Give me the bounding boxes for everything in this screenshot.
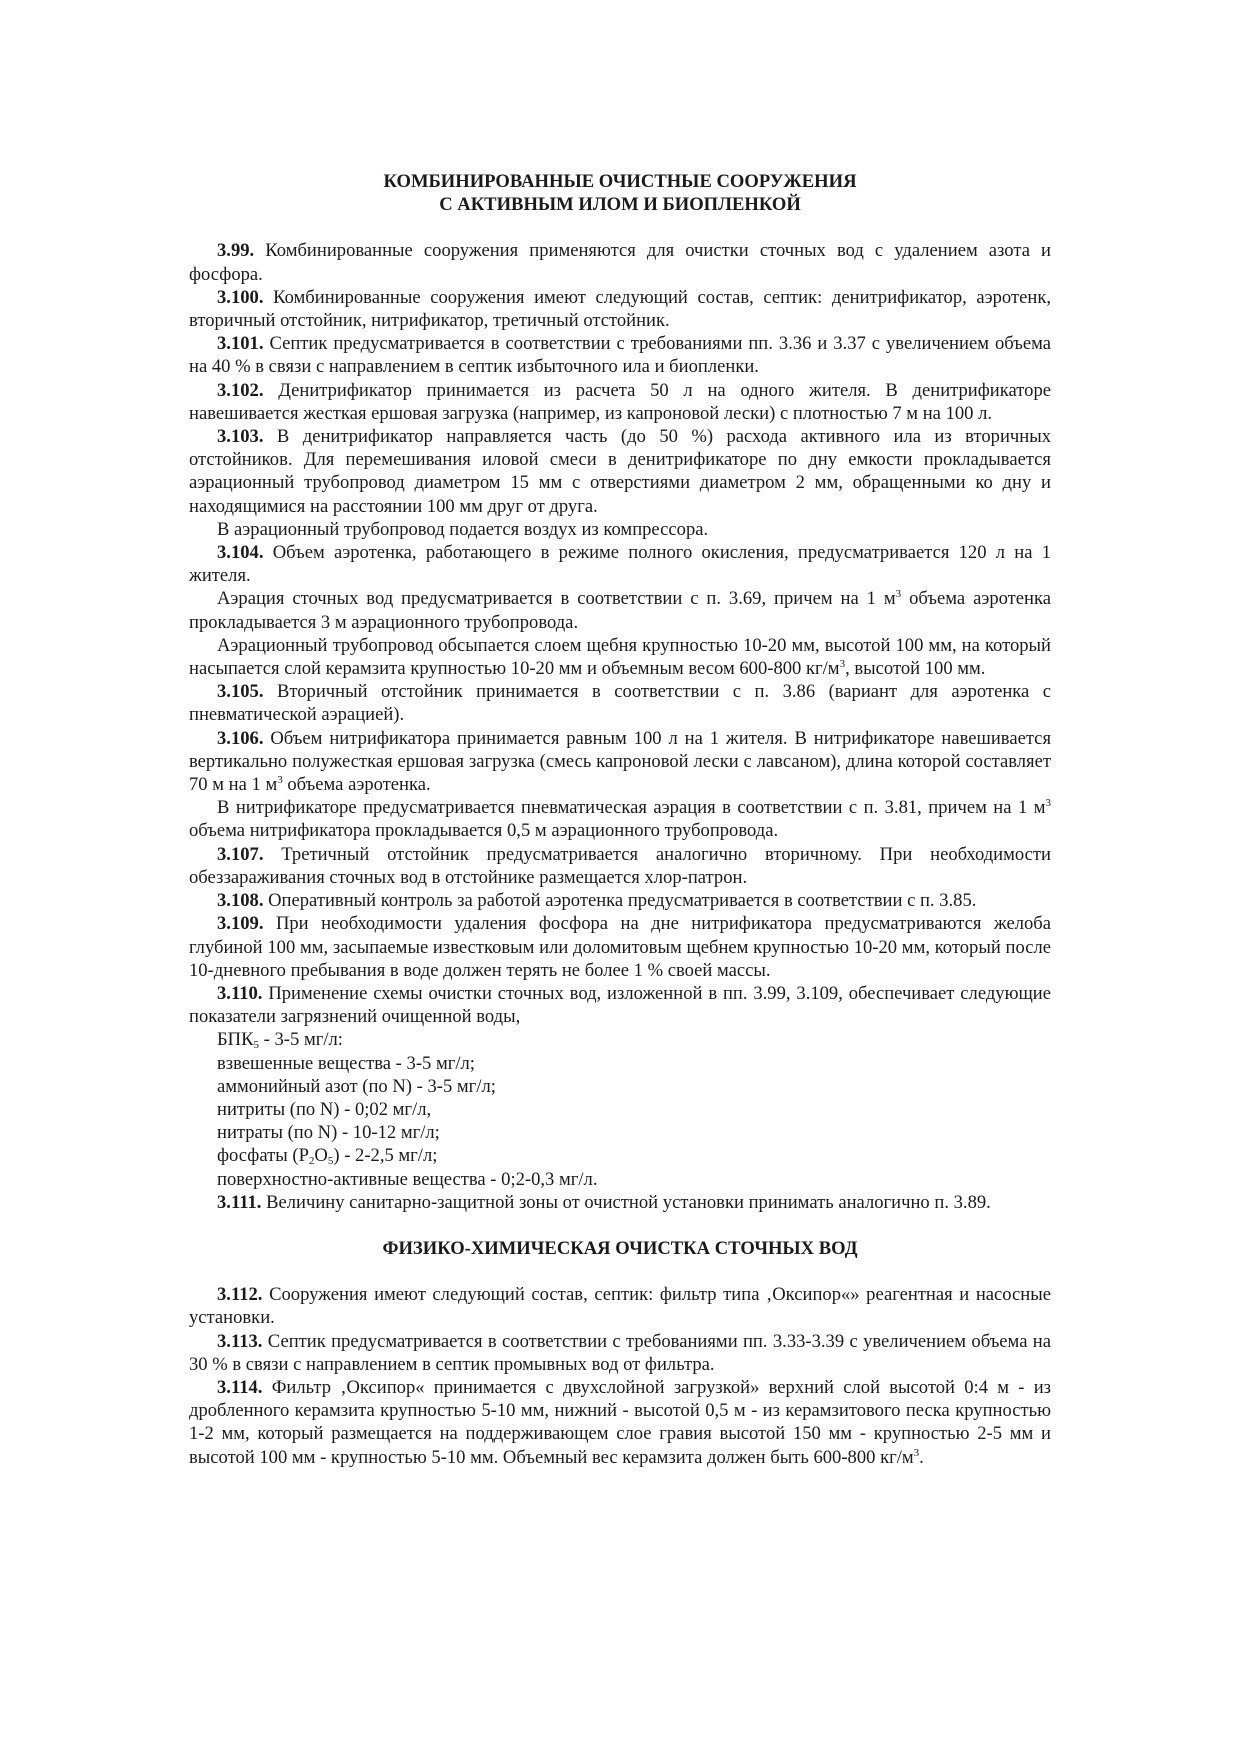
paragraph-3-113 <box>189 1330 1051 1376</box>
clause-text: Объем аэротенка, работающего в режиме полного окисления, предусматривается 120 л на 1 жителя. <box>189 542 1051 587</box>
superscript: 3 <box>913 1446 920 1459</box>
clause-text: Септик предусматривается в соответствии с требованиями пп. 3.36 и 3.37 с увеличением объема на 40 % в связи с направлением в септик избыточного ила и биопленки. <box>189 333 1051 378</box>
clause-text: Третичный отстойник предусматривается аналогично вторичному. При необходимости обеззараживания сточных вод в отстойнике размещается хлор-патрон. <box>189 843 1051 888</box>
clause-text: Оперативный контроль за работой аэротенка предусматривается в соответствии с п. 3.85. <box>263 890 977 912</box>
paragraph-3-114 <box>189 1376 1051 1469</box>
clause-number: 3.103. <box>217 426 264 448</box>
clause-number: 3.99. <box>217 240 255 262</box>
section-heading-line2: С АКТИВНЫМ ИЛОМ И БИОПЛЕНКОЙ <box>439 194 801 216</box>
clause-number: 3.113. <box>217 1330 263 1352</box>
paragraph-3-102 <box>189 379 1051 425</box>
superscript: 3 <box>895 588 902 601</box>
text-part: БПК <box>217 1029 254 1051</box>
clause-text: При необходимости удаления фосфора на дне нитрификатора предусматриваются желоба глубиной 100 мм, засыпаемые известковым или доломитовым щебнем крупностью 10-20 мм, который после 10-дневного пребывания в воде должен терять не более 1 % своей массы. <box>189 913 1051 981</box>
indicator-ammonium: аммонийный азот (по N) - 3-5 мг/л; <box>217 1075 496 1097</box>
text-part: , высотой 100 мм. <box>845 658 986 680</box>
superscript: 3 <box>277 774 283 787</box>
clause-number: 3.102. <box>217 379 264 401</box>
clause-text: Денитрификатор принимается из расчета 50 л на одного жителя. В денитрификаторе навешивается жесткая ершовая загрузка (например, из капроновой лески) с плотностью 7 м на 100 л. <box>189 379 1051 424</box>
clause-text: Применение схемы очистки сточных вод, изложенной в пп. 3.99, 3.109, обеспечивает следующие показатели загрязнений очищенной воды, <box>189 982 1051 1028</box>
text-part: объема аэротенка прокладывается 3 м аэрационного трубопровода. <box>189 588 1051 633</box>
paragraph-3-101 <box>189 332 1051 378</box>
indicator-bpk <box>189 1028 1051 1051</box>
indicator-suspended: взвешенные вещества - 3-5 мг/л; <box>217 1052 475 1074</box>
clause-number: 3.110. <box>217 982 263 1004</box>
indicator-nitrites: нитриты (по N) - 0;02 мг/л, <box>217 1098 432 1120</box>
clause-number: 3.105. <box>217 681 264 703</box>
paragraph-3-107 <box>189 843 1051 889</box>
subscript: 5 <box>253 1039 260 1052</box>
clause-number: 3.107. <box>217 843 264 865</box>
clause-text: Комбинированные сооружения имеют следующий состав, септик: денитрификатор, аэротенк, вторичный отстойник, нитрификатор, третичный отстойник. <box>189 286 1051 332</box>
superscript: 3 <box>1045 797 1051 810</box>
indicator-list <box>189 1028 1051 1190</box>
clause-text: Септик предусматривается в соответствии с требованиями пп. 3.33-3.39 с увеличением объема на 30 % в связи с направлением в септик промывных вод от фильтра. <box>189 1330 1051 1375</box>
paragraph-3-106-aeration <box>189 796 1051 842</box>
text-part: объема нитрификатора прокладывается 0,5 м аэрационного трубопровода. <box>189 820 779 842</box>
section-heading-combined <box>189 170 1051 216</box>
paragraph-3-112 <box>189 1283 1051 1329</box>
clause-number: 3.100. <box>217 286 264 308</box>
paragraph-3-109 <box>189 912 1051 982</box>
superscript: 3 <box>839 658 846 671</box>
paragraph-3-104-pipeline <box>189 634 1051 680</box>
clause-number: 3.111. <box>217 1191 262 1213</box>
paragraph-3-111 <box>189 1191 1051 1214</box>
paragraph-3-110 <box>189 982 1051 1028</box>
text-part: Объем нитрификатора принимается равным 100 л на 1 жителя. В нитрификаторе навешивается вертикально полужесткая ершовая загрузка (смесь капроновой лески с лавсаном), длина которой составляет 70 м на 1 м <box>189 727 1051 796</box>
clause-number: 3.109. <box>217 913 264 935</box>
clause-text: Вторичный отстойник принимается в соответствии с п. 3.86 (вариант для аэротенка с пневматической аэрацией). <box>189 681 1051 726</box>
text-part: объема аэротенка. <box>282 774 431 796</box>
clause-text: В денитрификатор направляется часть (до 50 %) расхода активного ила из вторичных отстойников. Для перемешивания иловой смеси в денитрификаторе по дну емкости прокладывается аэрационный трубопровод диаметром 15 мм с отверстиями диаметром 2 мм, обращенными ко дну и находящимися на расстоянии 100 мм друг от друга. <box>189 426 1051 517</box>
paragraph-3-100 <box>189 286 1051 332</box>
clause-text: Сооружения имеют следующий состав, септик: фильтр типа ‚Оксипор«» реагентная и насосные установки. <box>189 1284 1051 1329</box>
paragraph-3-103 <box>189 425 1051 518</box>
text-part: фосфаты (P <box>217 1145 309 1167</box>
paragraph-3-106 <box>189 727 1051 797</box>
clause-number: 3.104. <box>217 542 264 564</box>
subscript: 2 <box>308 1155 315 1168</box>
text-part: Аэрация сточных вод предусматривается в соответствии с п. 3.69, причем на 1 м <box>217 588 896 610</box>
document-page <box>189 170 1051 1469</box>
text-part: Фильтр ‚Оксипор« принимается с двухслойной загрузкой» верхний слой высотой 0:4 м - из дробленного керамзита крупностью 5-10 мм, нижний - высотой 0,5 м - из керамзитового песка крупностью 1-2 мм, который размещается на поддерживающем слое гравия высотой 150 мм - крупностью 2-5 мм и высотой 100 мм - крупностью 5-10 мм. Объемный вес керамзита должен быть 600-800 кг/м <box>189 1376 1051 1468</box>
text-part: . <box>919 1446 924 1468</box>
clause-number: 3.112. <box>217 1284 263 1306</box>
indicator-phosphates <box>189 1144 1051 1167</box>
indicator-surfactants: поверхностно-активные вещества - 0;2-0,3 мг/л. <box>217 1168 598 1190</box>
clause-number: 3.108. <box>217 890 264 912</box>
clause-text: Комбинированные сооружения применяются для очистки сточных вод с удалением азота и фосфора. <box>189 240 1051 285</box>
text-part: - 3-5 мг/л: <box>259 1029 343 1051</box>
paragraph-3-105 <box>189 680 1051 726</box>
paragraph-3-103-continued: В аэрационный трубопровод подается воздух из компрессора. <box>217 518 709 540</box>
text-part: В нитрификаторе предусматривается пневматическая аэрация в соответствии с п. 3.81, причем на 1 м <box>217 797 1046 819</box>
section-heading-line1: КОМБИНИРОВАННЫЕ ОЧИСТНЫЕ СООРУЖЕНИЯ <box>383 171 857 192</box>
paragraph-3-104-aeration <box>189 587 1051 633</box>
clause-number: 3.101. <box>217 333 264 355</box>
subscript: 5 <box>327 1155 334 1168</box>
paragraph-3-108 <box>189 889 1051 912</box>
section-heading-physicochemical: ФИЗИКО-ХИМИЧЕСКАЯ ОЧИСТКА СТОЧНЫХ ВОД <box>382 1237 858 1259</box>
text-part: Аэрационный трубопровод обсыпается слоем щебня крупностью 10-20 мм, высотой 100 мм, на который насыпается слой керамзита крупностью 10-20 мм и объемным весом 600-800 кг/м <box>189 634 1051 680</box>
paragraph-3-104 <box>189 541 1051 587</box>
clause-text: Величину санитарно-защитной зоны от очистной установки принимать аналогично п. 3.89. <box>261 1191 991 1213</box>
indicator-nitrates: нитраты (по N) - 10-12 мг/л; <box>217 1122 440 1144</box>
clause-number: 3.106. <box>217 727 264 749</box>
clause-number: 3.114. <box>217 1376 263 1398</box>
text-part: O <box>314 1145 328 1167</box>
text-part: ) - 2-2,5 мг/л; <box>333 1145 438 1167</box>
paragraph-3-99 <box>189 239 1051 285</box>
